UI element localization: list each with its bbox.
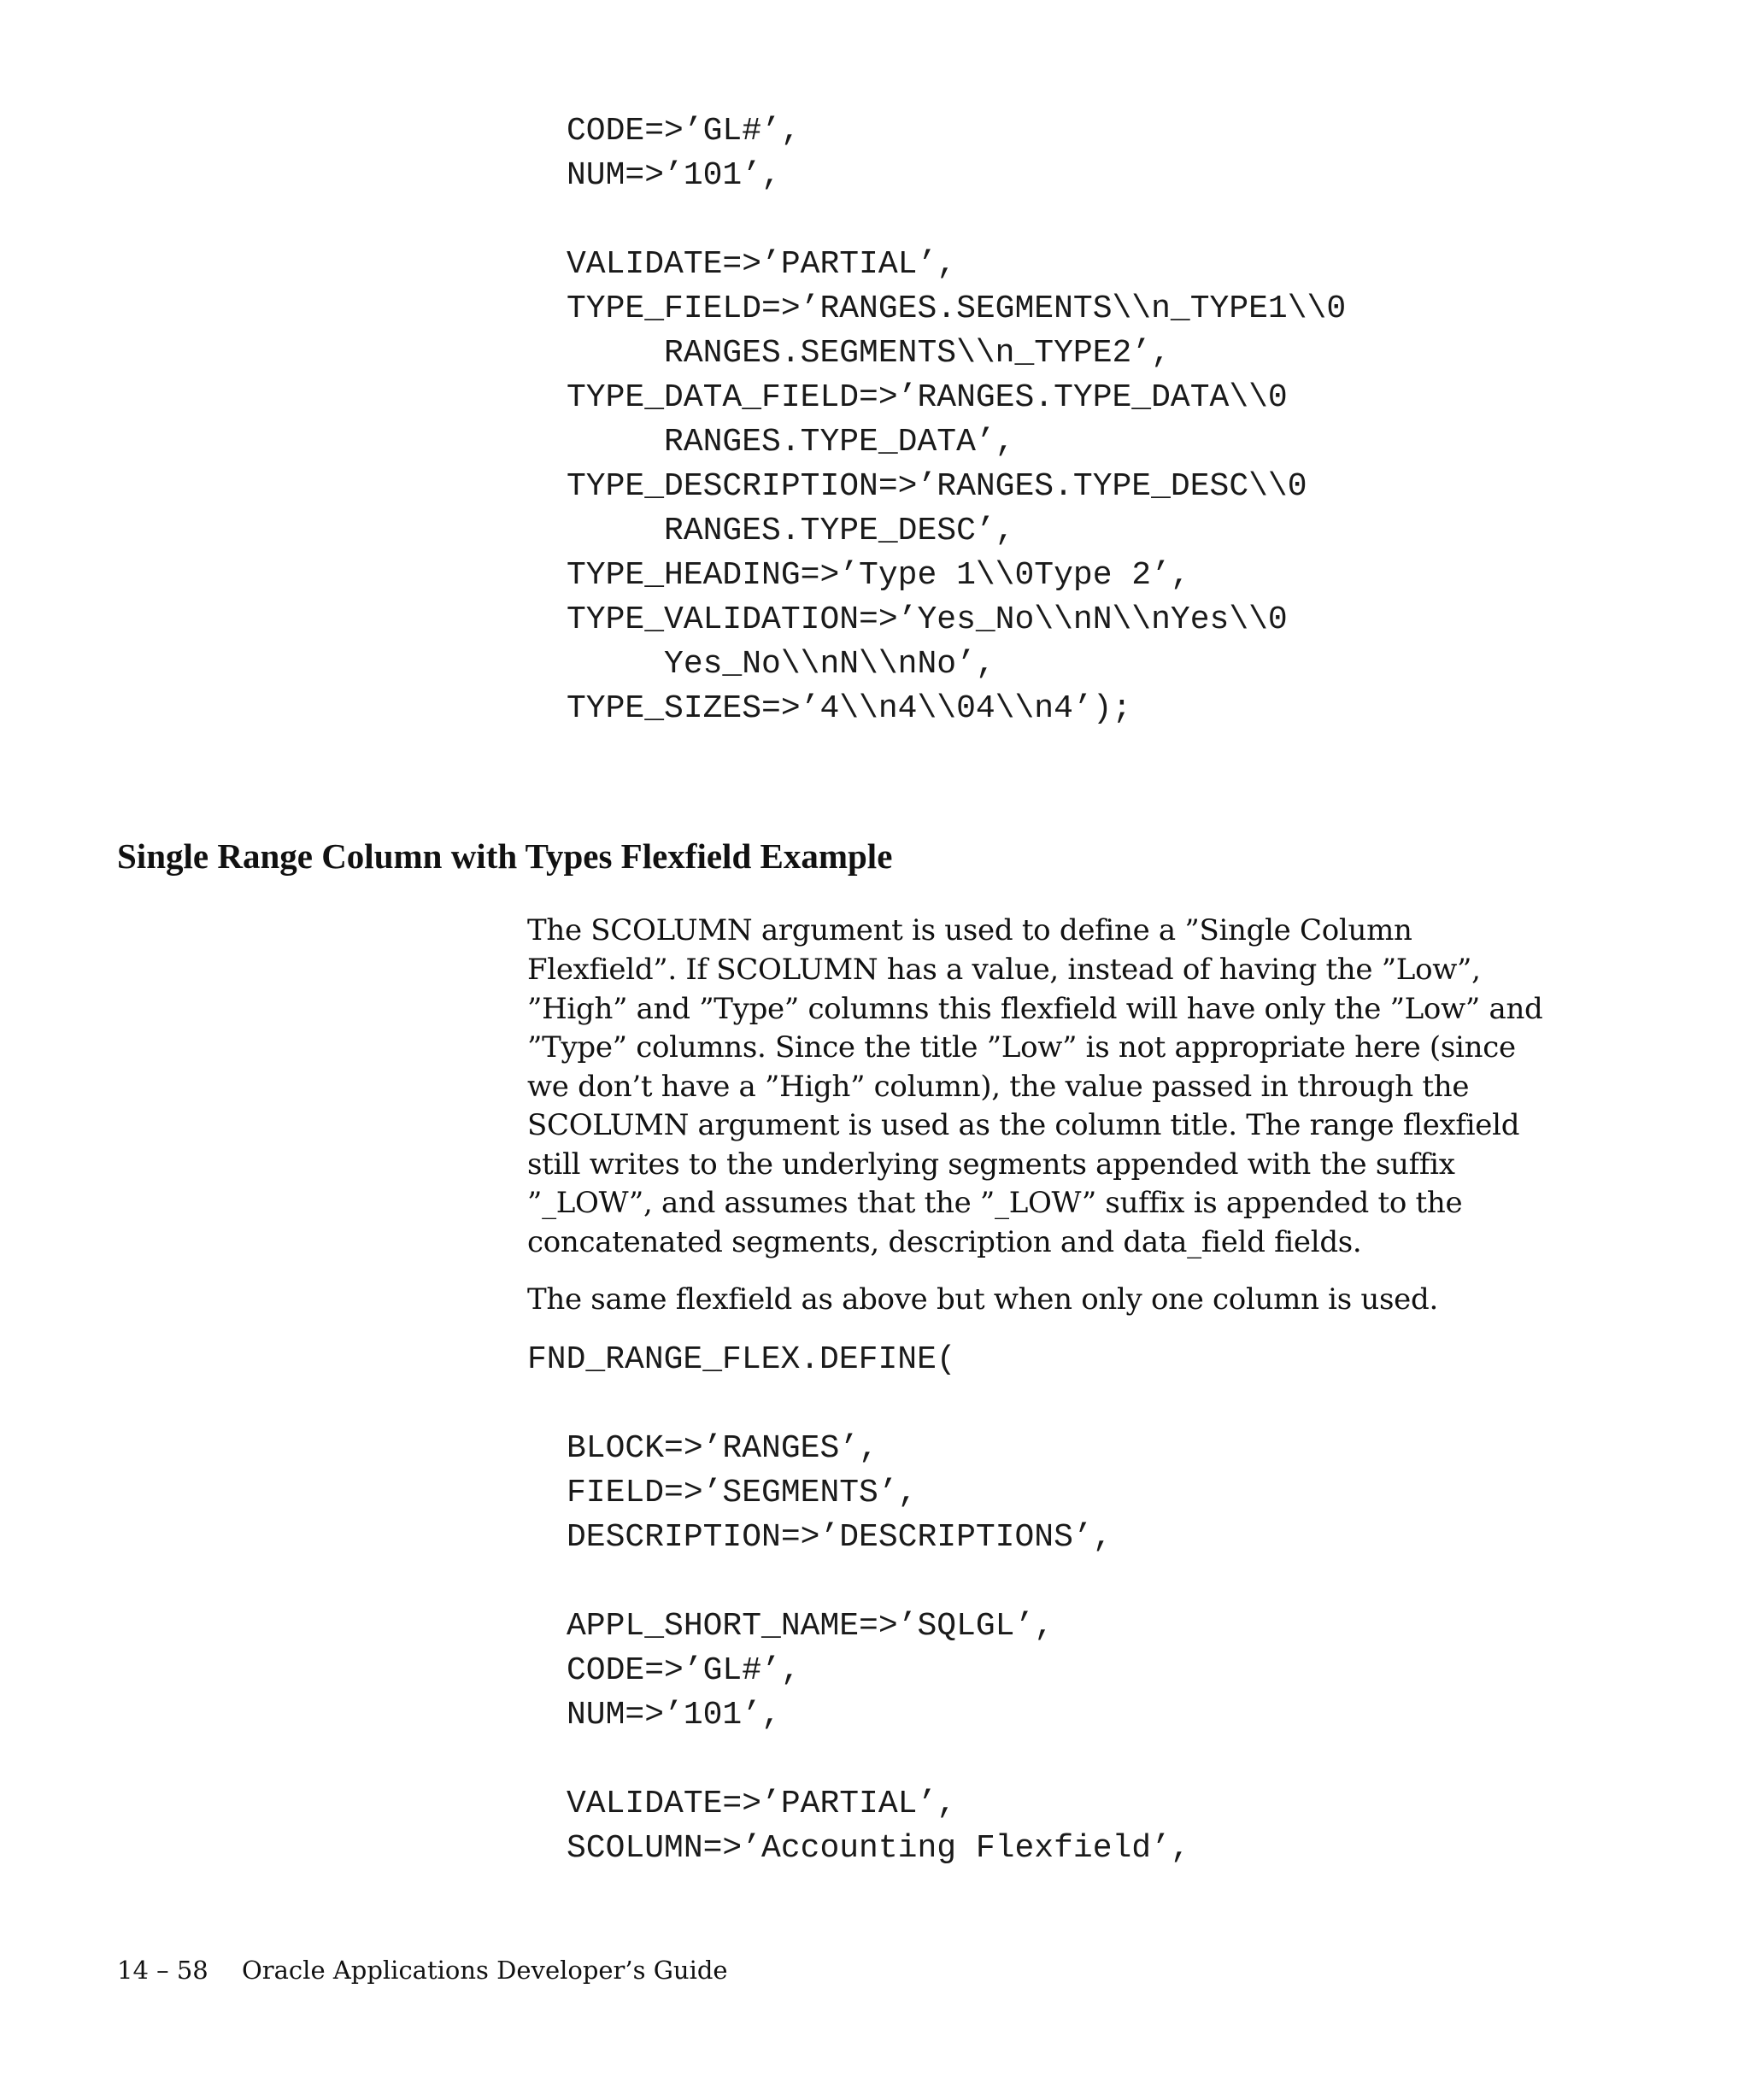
code-line: NUM=>’101’, xyxy=(567,157,781,194)
code-line: RANGES.TYPE_DESC’, xyxy=(567,513,1015,549)
code-line: NUM=>’101’, xyxy=(567,1697,781,1733)
code-line: TYPE_VALIDATION=>’Yes_No\\nN\\nYes\\0 xyxy=(567,601,1288,638)
code-line: TYPE_FIELD=>’RANGES.SEGMENTS\\n_TYPE1\\0 xyxy=(567,290,1347,327)
code-line: TYPE_HEADING=>’Type 1\\0Type 2’, xyxy=(567,557,1190,594)
paragraph-line: we don’t have a ”High” column), the value passed in through the xyxy=(527,1070,1470,1104)
code-line: TYPE_DATA_FIELD=>’RANGES.TYPE_DATA\\0 xyxy=(567,379,1288,416)
code-line: CODE=>’GL#’, xyxy=(567,113,801,150)
code-line: BLOCK=>’RANGES’, xyxy=(567,1430,878,1467)
code-line: TYPE_DESCRIPTION=>’RANGES.TYPE_DESC\\0 xyxy=(567,468,1307,505)
paragraph-line: SCOLUMN argument is used as the column title. The range flexfield xyxy=(527,1108,1520,1142)
code-call: FND_RANGE_FLEX.DEFINE( xyxy=(527,1341,956,1378)
code-line: RANGES.TYPE_DATA’, xyxy=(567,424,1015,460)
body-paragraph: The same flexfield as above but when only one column is used. xyxy=(527,1282,1438,1317)
code-line: CODE=>’GL#’, xyxy=(567,1652,801,1689)
code-line: DESCRIPTION=>’DESCRIPTIONS’, xyxy=(567,1519,1113,1556)
section-heading: Single Range Column with Types Flexfield Example xyxy=(117,836,893,876)
paragraph-line: ”Type” columns. Since the title ”Low” is not appropriate here (since xyxy=(527,1030,1516,1065)
paragraph-line: concatenated segments, description and data_field fields. xyxy=(527,1225,1362,1259)
code-line: VALIDATE=>’PARTIAL’, xyxy=(567,246,957,283)
code-line: RANGES.SEGMENTS\\n_TYPE2’, xyxy=(567,335,1171,372)
code-line: APPL_SHORT_NAME=>’SQLGL’, xyxy=(567,1608,1054,1645)
paragraph-line: ”_LOW”, and assumes that the ”_LOW” suffix is appended to the xyxy=(527,1186,1463,1220)
book-title: Oracle Applications Developer’s Guide xyxy=(242,1956,728,1985)
paragraph-line: ”High” and ”Type” columns this flexfield will have only the ”Low” and xyxy=(527,992,1543,1026)
page-number: 14 – 58 xyxy=(117,1956,208,1985)
paragraph-line: still writes to the underlying segments appended with the suffix xyxy=(527,1147,1455,1182)
code-line: SCOLUMN=>’Accounting Flexfield’, xyxy=(567,1830,1190,1867)
paragraph-line: The SCOLUMN argument is used to define a ”Single Column xyxy=(527,913,1412,947)
code-line: FIELD=>’SEGMENTS’, xyxy=(567,1475,918,1511)
code-line: TYPE_SIZES=>’4\\n4\\04\\n4’); xyxy=(567,690,1132,727)
code-line: Yes_No\\nN\\nNo’, xyxy=(567,646,995,683)
paragraph-line: Flexfield”. If SCOLUMN has a value, instead of having the ”Low”, xyxy=(527,953,1481,987)
code-line: VALIDATE=>’PARTIAL’, xyxy=(567,1786,957,1822)
